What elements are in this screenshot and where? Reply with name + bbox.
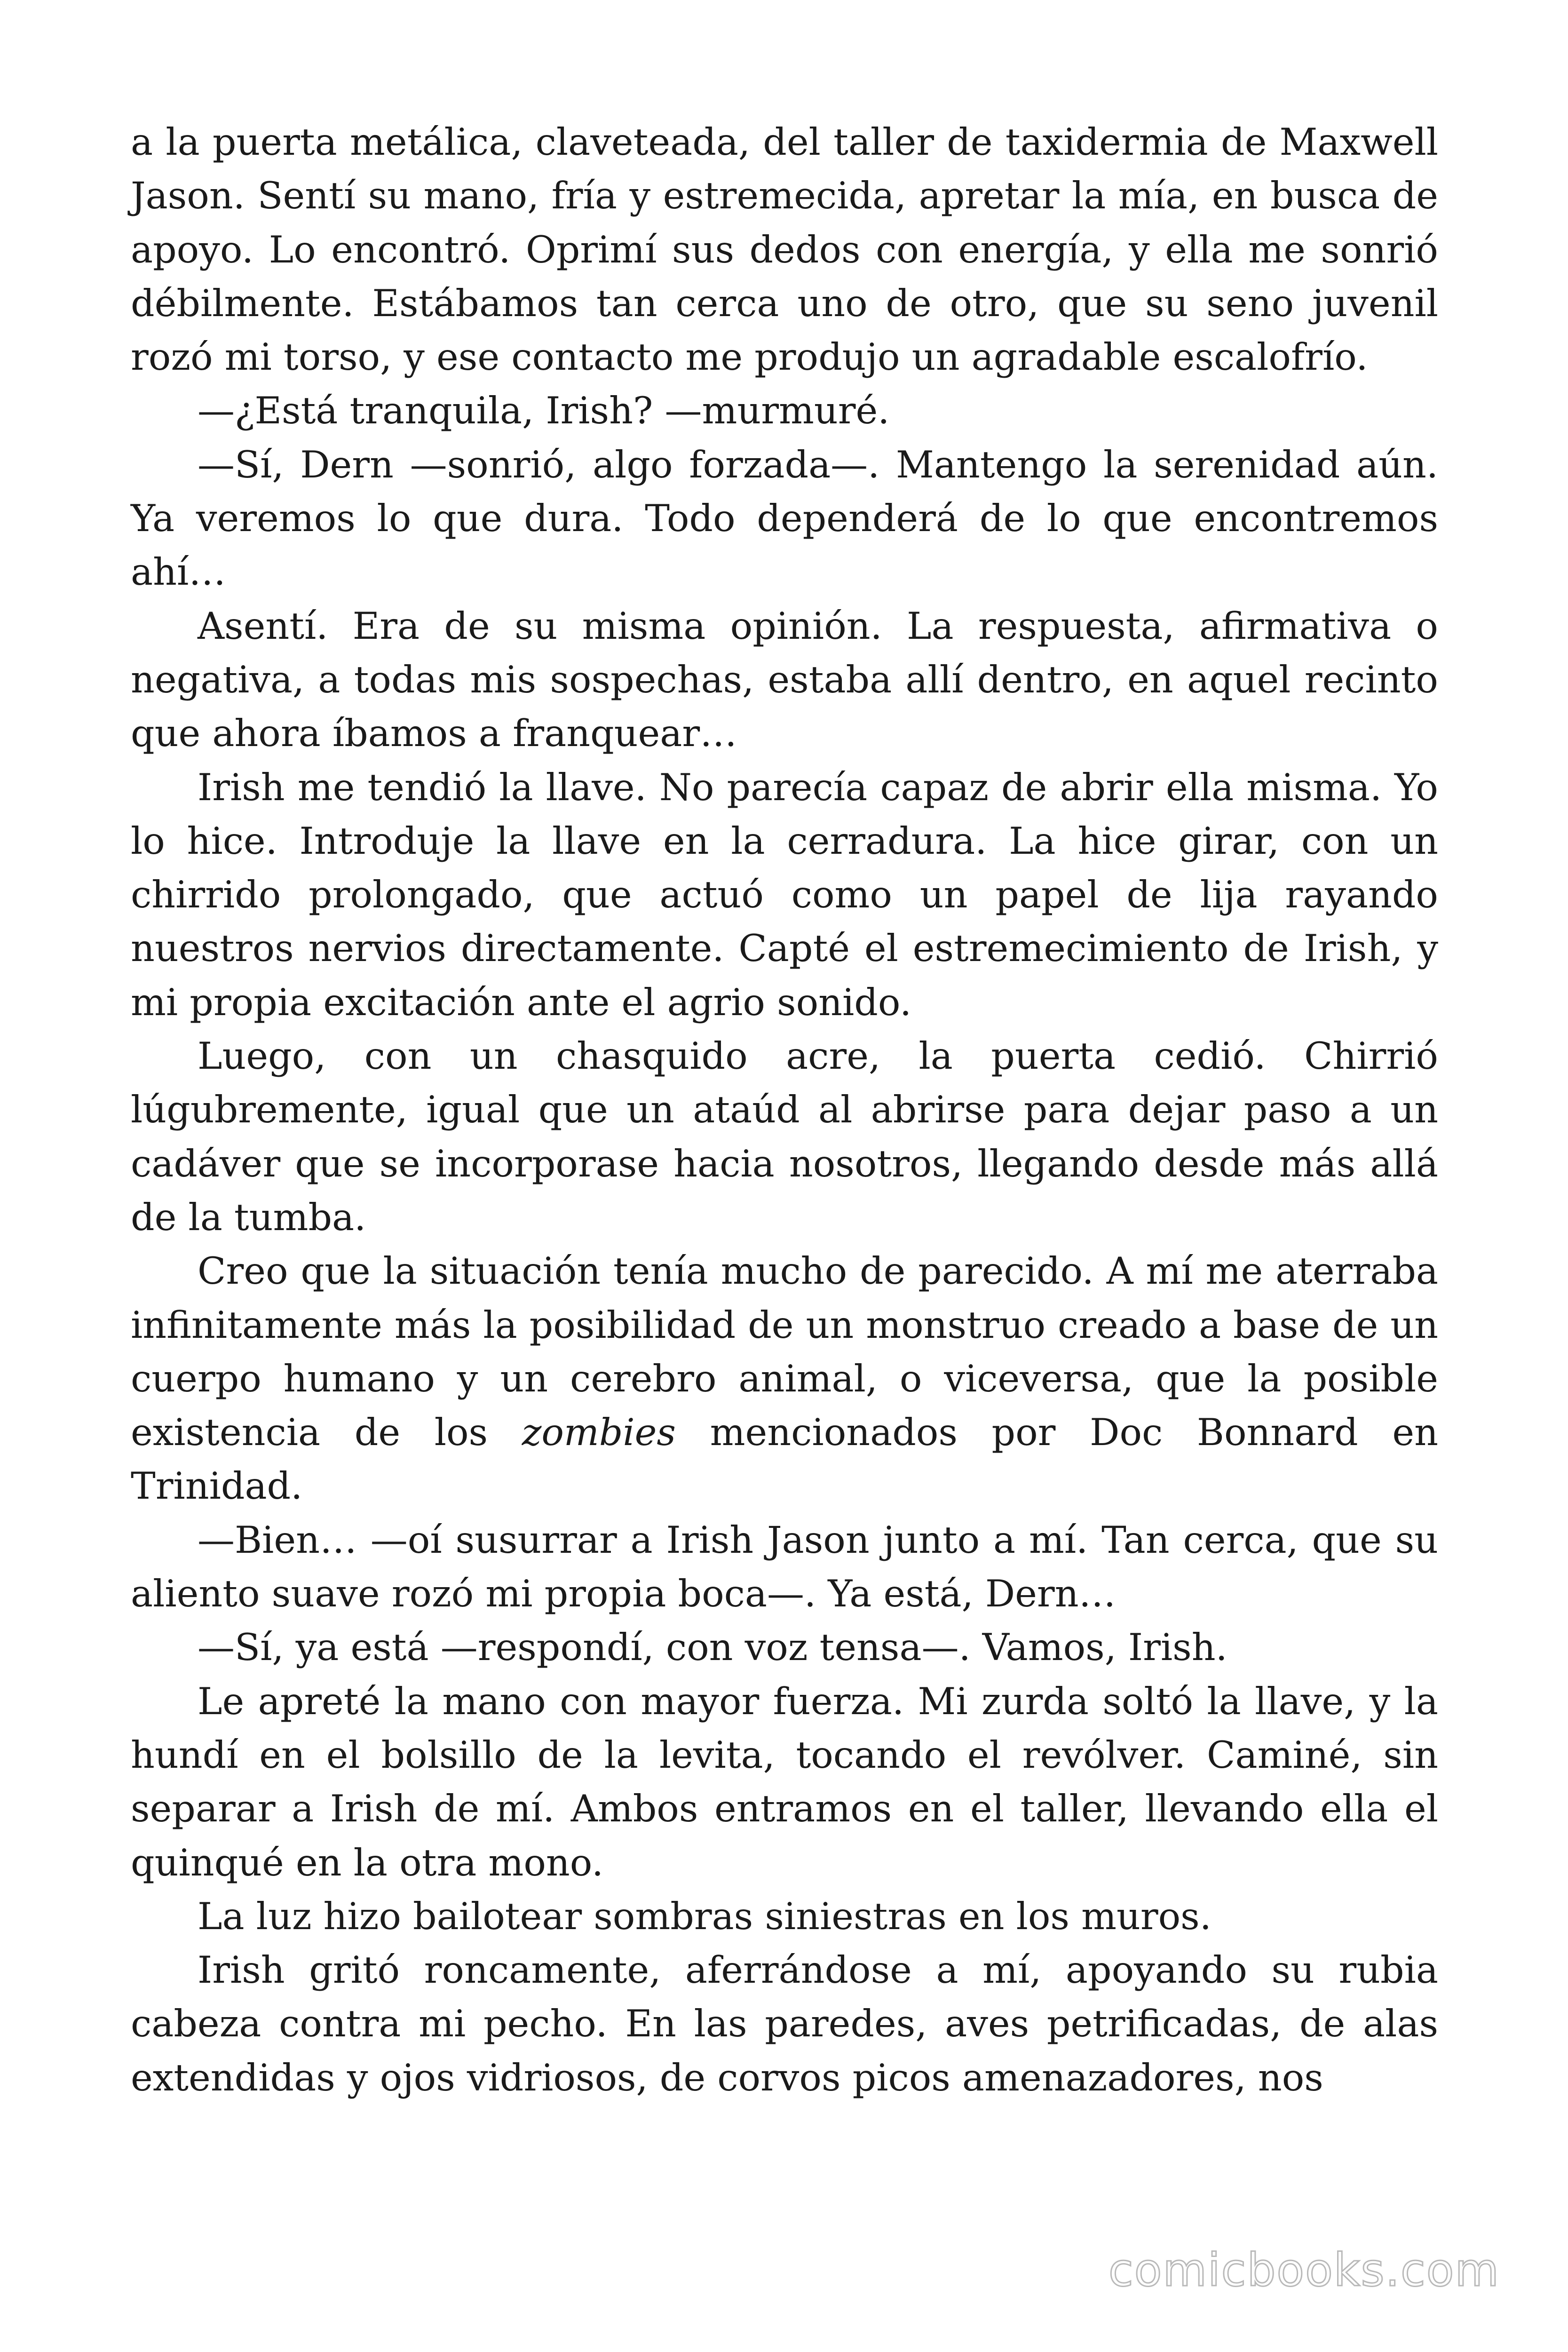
paragraph: Irish me tendió la llave. No parecía capaz de abrir ella misma. Yo lo hice. Introduje la llave en la cerradura. La hice girar, con un chirrido prolongado, que actuó como un papel de lija rayando nuestros nervios directamente. Capté el estremecimiento de Irish, y mi propia excitación ante el agrio sonido. bbox=[131, 765, 1438, 1024]
paragraph: Asentí. Era de su misma opinión. La respuesta, afirmativa o negativa, a todas mis sospechas, estaba allí dentro, en aquel recinto que ahora íbamos a franquear… bbox=[131, 604, 1438, 755]
paragraph-text-after-emphasis: mencionados por Doc Bonnard en Trinidad. bbox=[131, 1411, 1438, 1508]
page-body-text bbox=[131, 115, 1438, 2105]
paragraph: La luz hizo bailotear sombras siniestras en los muros. bbox=[198, 1894, 1212, 1938]
paragraph-dialogue: —¿Está tranquila, Irish? —murmuré. bbox=[198, 389, 890, 433]
paragraph: Le apreté la mano con mayor fuerza. Mi zurda soltó la llave, y la hundí en el bolsillo de la levita, tocando el revólver. Caminé, sin separar a Irish de mí. Ambos entramos en el taller, llevando ella el quinqué en la otra mono. bbox=[131, 1679, 1438, 1884]
paragraph-continues: Irish gritó roncamente, aferrándose a mí, apoyando su rubia cabeza contra mi pecho. En las paredes, aves petrificadas, de alas extendidas y ojos vidriosos, de corvos picos amenazadores, nos bbox=[131, 1948, 1438, 2099]
paragraph-continued: a la puerta metálica, claveteada, del taller de taxidermia de Maxwell Jason. Sentí su mano, fría y estremecida, apretar la mía, en busca de apoyo. Lo encontró. Oprimí sus dedos con energía, y ella me sonrió débilmente. Estábamos tan cerca uno de otro, que su seno juvenil rozó mi torso, y ese contacto me produjo un agradable escalofrío. bbox=[131, 120, 1438, 379]
paragraph: Luego, con un chasquido acre, la puerta cedió. Chirrió lúgubremente, igual que un ataúd al abrirse para dejar paso a un cadáver que se incorporase hacia nosotros, llegando desde más allá de la tumba. bbox=[131, 1034, 1438, 1239]
emphasis-word: zombies bbox=[522, 1411, 676, 1454]
paragraph-dialogue: —Bien… —oí susurrar a Irish Jason junto a mí. Tan cerca, que su aliento suave rozó mi propia boca—. Ya está, Dern… bbox=[131, 1518, 1438, 1616]
paragraph-dialogue: —Sí, Dern —sonrió, algo forzada—. Mantengo la serenidad aún. Ya veremos lo que dura. Todo dependerá de lo que encontremos ahí… bbox=[131, 443, 1438, 594]
site-watermark: comicbooks.com bbox=[1108, 2244, 1500, 2296]
paragraph-dialogue: —Sí, ya está —respondí, con voz tensa—. Vamos, Irish. bbox=[198, 1626, 1227, 1669]
paragraph-text-before-emphasis: Creo que la situación tenía mucho de parecido. A mí me aterraba infinitamente más la posibilidad de un monstruo creado a base de un cuerpo humano y un cerebro animal, o viceversa, que la posible existencia de los bbox=[131, 1249, 1438, 1454]
paragraph-with-emphasis bbox=[131, 1244, 1438, 1513]
book-page bbox=[131, 115, 1438, 2232]
